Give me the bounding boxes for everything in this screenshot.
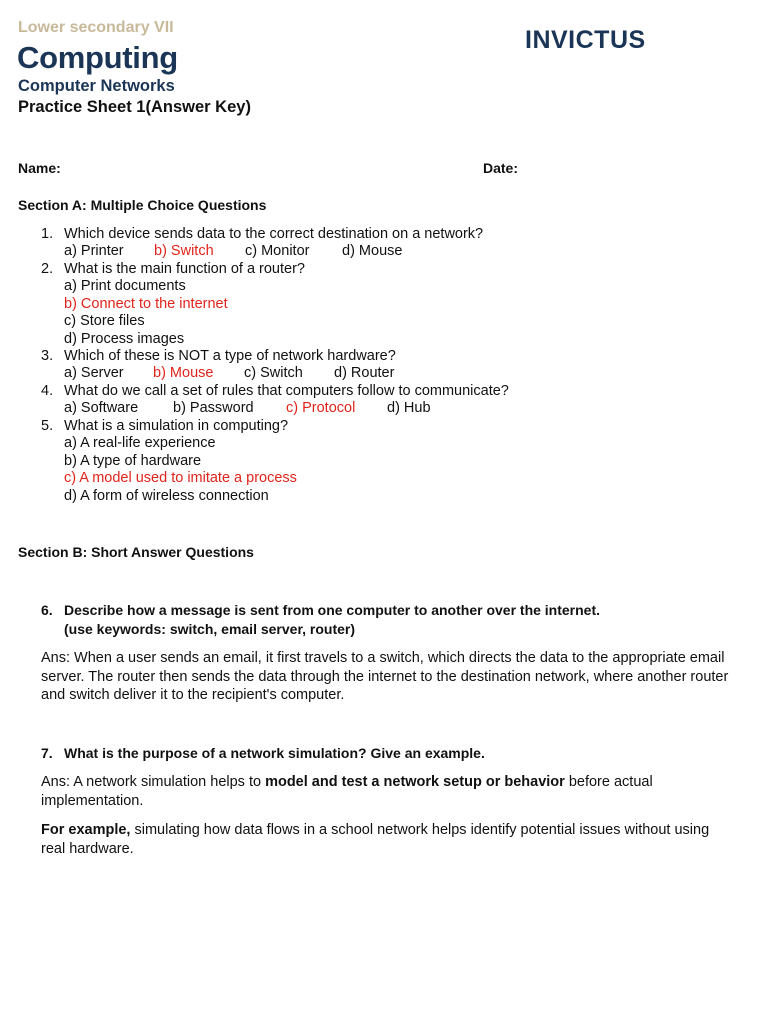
question-text: Which of these is NOT a type of network hardware? bbox=[64, 348, 396, 364]
section-a-title: Section A: Multiple Choice Questions bbox=[18, 197, 267, 213]
question-text: Describe how a message is sent from one computer to another over the internet. bbox=[64, 602, 601, 618]
answer-7-emphasis: model and test a network setup or behavior bbox=[265, 774, 565, 790]
option-row bbox=[64, 243, 402, 260]
answer-7 bbox=[41, 773, 731, 810]
question-text: What is the main function of a router? bbox=[64, 261, 305, 277]
example-7-text: simulating how data flows in a school network helps identify potential issues without using real hardware. bbox=[41, 822, 710, 857]
invictus-logo: INVICTUS bbox=[525, 26, 646, 54]
option-a: a) Printer bbox=[64, 243, 124, 260]
question-text: Which device sends data to the correct destination on a network? bbox=[64, 226, 484, 242]
example-7 bbox=[41, 821, 731, 858]
option-c: c) Protocol bbox=[286, 400, 356, 417]
name-label: Name: bbox=[18, 160, 61, 176]
option-d: d) Process images bbox=[64, 330, 185, 347]
option-c: c) Monitor bbox=[245, 243, 310, 260]
option-d: d) Hub bbox=[387, 400, 431, 417]
question-number: 4. bbox=[41, 383, 54, 399]
option-c: c) Switch bbox=[244, 365, 303, 382]
option-b: b) A type of hardware bbox=[64, 452, 202, 469]
question-text: What is a simulation in computing? bbox=[64, 418, 289, 434]
question-text: What is the purpose of a network simulation? Give an example. bbox=[64, 745, 485, 761]
question-number: 2. bbox=[41, 261, 54, 277]
short-question-7 bbox=[41, 744, 485, 763]
topic-title: Computer Networks bbox=[18, 77, 175, 95]
question-number: 5. bbox=[41, 418, 54, 434]
sheet-title: Practice Sheet 1(Answer Key) bbox=[18, 98, 251, 116]
answer-7-suffix: before actual implementation. bbox=[41, 774, 653, 809]
option-a: a) Server bbox=[64, 365, 124, 382]
question-number: 7. bbox=[41, 745, 53, 761]
mcq-question-1 bbox=[0, 226, 768, 262]
question-text: What do we call a set of rules that computers follow to communicate? bbox=[64, 383, 509, 399]
option-d: d) Router bbox=[334, 365, 395, 382]
option-b: b) Connect to the internet bbox=[64, 295, 228, 312]
option-a: a) A real-life experience bbox=[64, 435, 216, 452]
option-b: b) Mouse bbox=[153, 365, 214, 382]
option-a: a) Software bbox=[64, 400, 139, 417]
question-number: 6. bbox=[41, 602, 53, 618]
section-b-title: Section B: Short Answer Questions bbox=[18, 544, 254, 560]
mcq-question-2 bbox=[0, 261, 768, 349]
option-d: d) Mouse bbox=[342, 243, 403, 260]
mcq-question-3 bbox=[0, 348, 768, 384]
option-b: b) Password bbox=[173, 400, 254, 417]
option-c: c) A model used to imitate a process bbox=[64, 470, 297, 487]
subject-title: Computing bbox=[17, 40, 178, 75]
option-c: c) Store files bbox=[64, 313, 145, 330]
question-number: 1. bbox=[41, 226, 54, 242]
answer-6: Ans: When a user sends an email, it first travels to a switch, which directs the data to the appropriate email server. The router then sends the data through the internet to the destination network, where another router and switch deliver it to the recipient's computer. bbox=[41, 650, 729, 703]
date-label: Date: bbox=[483, 160, 519, 176]
grade-label: Lower secondary VII bbox=[18, 19, 174, 36]
option-d: d) A form of wireless connection bbox=[64, 487, 269, 504]
option-row bbox=[64, 400, 431, 417]
option-row bbox=[64, 365, 394, 382]
mcq-question-4 bbox=[0, 383, 768, 419]
short-question-6 bbox=[41, 601, 600, 639]
answer-7-prefix: Ans: A network simulation helps to bbox=[41, 774, 266, 790]
option-a: a) Print documents bbox=[64, 278, 186, 295]
mcq-question-5 bbox=[0, 418, 768, 506]
question-hint: (use keywords: switch, email server, router) bbox=[64, 621, 356, 637]
question-number: 3. bbox=[41, 348, 54, 364]
example-7-lead: For example, bbox=[41, 822, 131, 838]
option-b: b) Switch bbox=[154, 243, 214, 260]
